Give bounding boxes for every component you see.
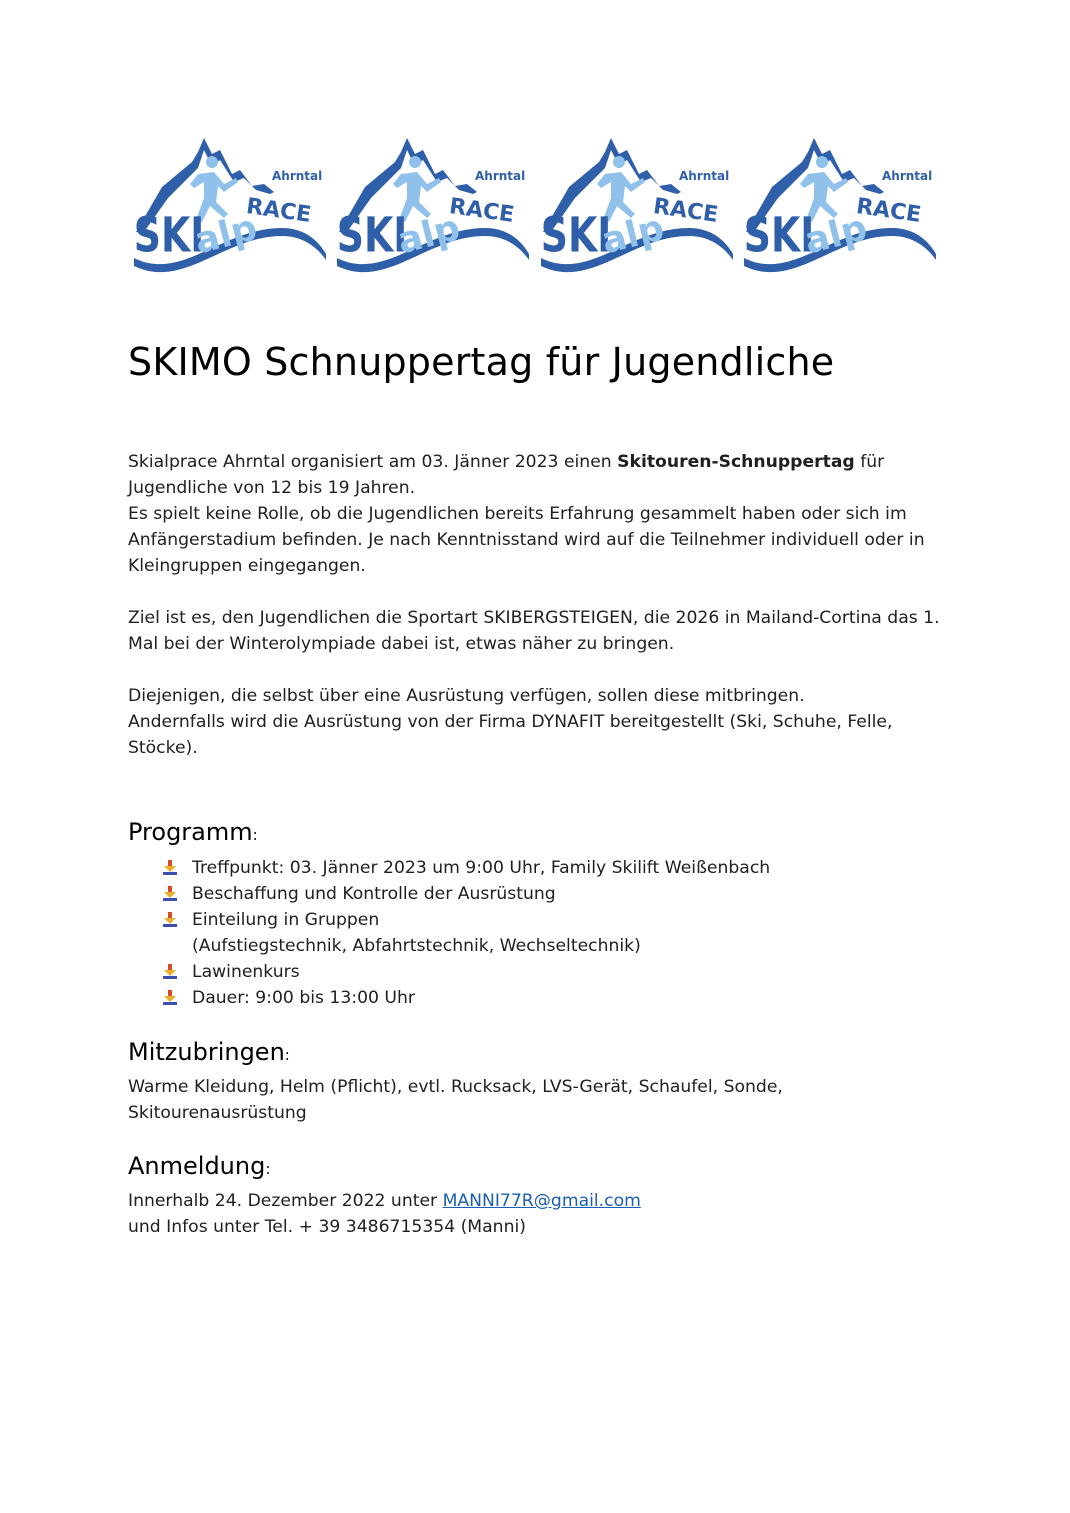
arrow-bullet-graphic	[162, 886, 178, 902]
anmeldung-heading-text: Anmeldung	[128, 1152, 266, 1180]
logo-word-alp: alp	[800, 207, 872, 263]
logo-row	[132, 132, 938, 282]
list-item-subtext: (Aufstiegstechnik, Abfahrtstechnik, Wechseltechnik)	[192, 936, 641, 956]
intro-paragraph-5: Andernfalls wird die Ausrüstung von der Firma DYNAFIT bereitgestellt (Ski, Schuhe, Felle, Stöcke).	[128, 712, 893, 758]
list-item-text: Beschaffung und Kontrolle der Ausrüstung	[192, 884, 556, 904]
logo-word-race: RACE	[244, 194, 313, 228]
arrow-bullet-icon	[162, 860, 178, 876]
ski-alp-race-logo	[742, 132, 938, 280]
list-item	[160, 907, 920, 959]
mitzubringen-paragraph: Warme Kleidung, Helm (Pflicht), evtl. Rucksack, LVS-Gerät, Schaufel, Sonde, Skitourenausrüstung	[128, 1077, 783, 1123]
ski-alp-race-logo	[132, 132, 328, 280]
list-item	[160, 985, 920, 1011]
list-item-text: Treffpunkt: 03. Jänner 2023 um 9:00 Uhr, Family Skilift Weißenbach	[192, 858, 771, 878]
logo-place-ahrntal: Ahrntal	[272, 169, 323, 183]
mitzubringen-text	[128, 1074, 828, 1126]
logo-graphic	[539, 132, 735, 280]
mitzubringen-heading-colon: :	[284, 1046, 290, 1064]
anmeldung-heading-colon: :	[265, 1160, 271, 1178]
programm-heading	[128, 818, 258, 846]
logo-word-ski: SKI	[337, 208, 408, 264]
logo-word-ski: SKI	[540, 208, 612, 264]
list-item-text: Einteilung in Gruppen	[192, 910, 380, 930]
anmeldung-text-span: Innerhalb 24. Dezember 2022 unter	[128, 1191, 443, 1211]
list-item	[160, 881, 920, 907]
logo-place-ahrntal: Ahrntal	[678, 169, 729, 183]
intro-text-span: für Jugendliche von 12 bis 19 Jahren.	[128, 452, 885, 498]
anmeldung-heading	[128, 1152, 270, 1180]
intro-paragraph-2: Es spielt keine Rolle, ob die Jugendlichen bereits Erfahrung gesammelt haben oder sich im Anfängerstadium befinden. Je nach Kenntnisstand wird auf die Teilnehmer individuell oder in Kleingruppen eingegangen.	[128, 504, 925, 576]
intro-bold-term: Skitouren-Schnuppertag	[617, 452, 855, 472]
ski-alp-race-logo	[539, 132, 735, 280]
logo-graphic	[132, 132, 328, 280]
intro-paragraph-4: Diejenigen, die selbst über eine Ausrüstung verfügen, sollen diese mitbringen.	[128, 686, 805, 706]
arrow-bullet-icon	[162, 912, 178, 928]
arrow-bullet-graphic	[162, 912, 178, 928]
logo-word-ski: SKI	[743, 208, 815, 264]
logo-word-alp: alp	[597, 207, 668, 263]
page-title: SKIMO Schnuppertag für Jugendliche	[128, 340, 835, 384]
arrow-bullet-icon	[162, 990, 178, 1006]
arrow-bullet-graphic	[162, 990, 178, 1006]
mitzubringen-heading	[128, 1038, 290, 1066]
logo-place-ahrntal: Ahrntal	[475, 169, 526, 183]
logo-word-race: RACE	[448, 194, 516, 228]
logo-graphic	[335, 132, 531, 280]
list-item-text: Dauer: 9:00 bis 13:00 Uhr	[192, 988, 415, 1008]
intro-paragraph-1	[128, 449, 948, 501]
email-link[interactable]: MANNI77R@gmail.com	[442, 1191, 641, 1211]
programm-list	[160, 855, 920, 1011]
logo-place-ahrntal: Ahrntal	[881, 169, 933, 183]
programm-heading-text: Programm	[128, 818, 253, 846]
intro-paragraph-3: Ziel ist es, den Jugendlichen die Sportart SKIBERGSTEIGEN, die 2026 in Mailand-Cortina das 1. Mal bei der Winterolympiade dabei ist, etwas näher zu bringen.	[128, 608, 940, 654]
logo-word-race: RACE	[854, 194, 923, 228]
anmeldung-line-1	[128, 1188, 948, 1214]
list-item-text: Lawinenkurs	[192, 962, 300, 982]
arrow-bullet-icon	[162, 886, 178, 902]
programm-heading-colon: :	[252, 826, 258, 844]
arrow-bullet-graphic	[162, 964, 178, 980]
mitzubringen-heading-text: Mitzubringen	[128, 1038, 285, 1066]
arrow-bullet-graphic	[162, 860, 178, 876]
anmeldung-text	[128, 1188, 948, 1240]
logo-word-alp: alp	[190, 207, 262, 263]
list-item	[160, 959, 920, 985]
arrow-bullet-icon	[162, 964, 178, 980]
intro-text	[128, 449, 948, 761]
ski-alp-race-logo	[335, 132, 531, 280]
logo-word-alp: alp	[393, 207, 465, 263]
logo-word-ski: SKI	[133, 208, 205, 264]
logo-graphic	[742, 132, 938, 280]
logo-word-race: RACE	[651, 194, 720, 228]
intro-text-span: Skialprace Ahrntal organisiert am 03. Jänner 2023 einen	[128, 452, 618, 472]
anmeldung-line-2: und Infos unter Tel. + 39 3486715354 (Manni)	[128, 1217, 526, 1237]
list-item	[160, 855, 920, 881]
